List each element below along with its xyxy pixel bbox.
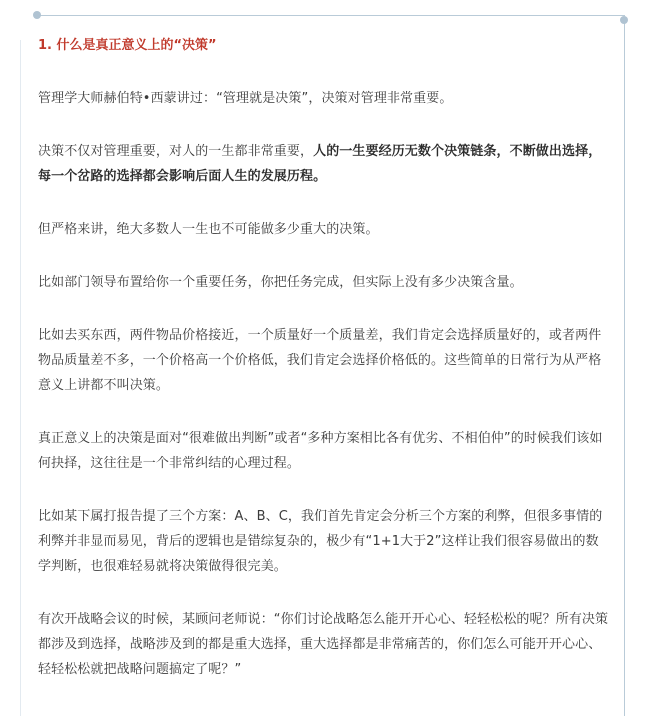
paragraph-2-text: 决策不仅对管理重要，对人的一生都非常重要，	[38, 144, 314, 159]
paragraph-1-text: 管理学大师赫伯特•西蒙讲过：“管理就是决策”，决策对管理非常重要。	[38, 91, 453, 106]
frame-left-line	[20, 40, 21, 716]
paragraph-3-text: 但严格来讲，绝大多数人一生也不可能做多少重大的决策。	[38, 222, 379, 237]
paragraph-4	[38, 270, 610, 295]
paragraph-7	[38, 504, 610, 579]
paragraph-7-text: 比如某下属打报告提了三个方案：A、B、C，我们首先肯定会分析三个方案的利弊，但很多事情的利弊并非显而易见，背后的逻辑也是错综复杂的，极少有“1+1大于2”这样让我们很容易做出的数学判断，也很难轻易就将决策做得很完美。	[38, 509, 603, 574]
paragraph-6	[38, 426, 610, 476]
paragraph-8	[38, 607, 610, 682]
paragraph-3	[38, 217, 610, 242]
paragraph-8-text: 有次开战略会议的时候，某顾问老师说：“你们讨论战略怎么能开开心心、轻轻松松的呢？所有决策都涉及到选择，战略涉及到的都是重大选择，重大选择都是非常痛苦的，你们怎么可能开开心心、轻轻松松就把战略问题搞定了呢？”	[38, 612, 609, 677]
frame-top-line	[37, 15, 625, 16]
paragraph-5-text: 比如去买东西，两件物品价格接近，一个质量好一个质量差，我们肯定会选择质量好的，或者两件物品质量差不多，一个价格高一个价格低，我们肯定会选择价格低的。这些简单的日常行为从严格意义上讲都不叫决策。	[38, 328, 602, 393]
paragraph-6-text: 真正意义上的决策是面对“很难做出判断”或者“多种方案相比各有优劣、不相伯仲”的时候我们该如何抉择，这往往是一个非常纠结的心理过程。	[38, 431, 603, 471]
frame-dot-right	[620, 16, 628, 24]
paragraph-4-text: 比如部门领导布置给你一个重要任务，你把任务完成，但实际上没有多少决策含量。	[38, 275, 523, 290]
frame-right-line	[624, 20, 625, 716]
paragraph-2	[38, 139, 610, 189]
paragraph-1	[38, 86, 610, 111]
frame-dot-left	[33, 11, 41, 19]
article-body	[38, 36, 610, 710]
paragraph-5	[38, 323, 610, 398]
paragraph-2-bold-text: 人的一生要经历无数个决策链条，不断做出选择，每一个岔路的选择都会影响后面人生的发展历程。	[38, 144, 602, 184]
article-heading: 1. 什么是真正意义上的“决策”	[38, 38, 217, 53]
